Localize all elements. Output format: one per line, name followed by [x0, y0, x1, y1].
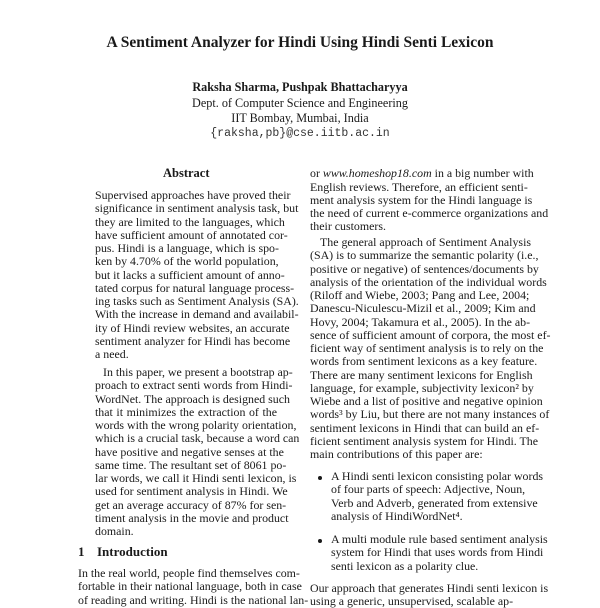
body-line: (SA) is to summarize the semantic polarity (i.e., [310, 248, 539, 263]
abstract-line: that it minimizes the extraction of the [95, 404, 277, 419]
abstract-line: lar words, we call it Hindi senti lexicon, is [95, 471, 297, 485]
abstract-line: WordNet. The approach is designed such [95, 391, 290, 406]
body-line: the need of current e-commerce organizations and [310, 206, 549, 220]
abstract-line: pus. Hindi is a language, which is spo- [95, 241, 279, 255]
bullet-item-line: Verb and Adverb, generated from extensive [331, 495, 538, 510]
right-column-first-line: or www.homeshop18.com in a big number with [310, 166, 534, 180]
abstract-line: have positive and negative senses at the [95, 444, 284, 459]
intro-line: In the real world, people find themselves com- [78, 566, 300, 580]
bullet-icon [318, 476, 322, 480]
bullet-item-line: A Hindi senti lexicon consisting polar words [331, 469, 544, 483]
body-line: sentiment lexicons in Hindi that can build an ef- [310, 420, 540, 435]
affiliation-dept: Dept. of Computer Science and Engineering [192, 96, 408, 110]
bullet-icon [318, 539, 322, 543]
section-number: 1 [78, 544, 85, 559]
abstract-line: Supervised approaches have proved their [95, 188, 291, 202]
abstract-line: tated corpus for natural language process- [95, 280, 295, 295]
abstract-line: ken by 4.70% of the world population, [95, 254, 279, 269]
body-line: ment analysis system for the Hindi language is [310, 192, 533, 207]
affiliation-institute: IIT Bombay, Mumbai, India [231, 111, 369, 125]
website-link-text: www.homeshop18.com [322, 166, 432, 180]
body-line: Hovy, 2004; Takamura et al., 2005). In the ab- [310, 314, 531, 329]
body-line: English reviews. Therefore, an efficient senti- [310, 179, 528, 194]
abstract-line: a need. [95, 347, 129, 361]
body-line: There are many sentiment lexicons for English [310, 367, 533, 382]
abstract-line: ity of Hindi review websites, an accurate [95, 320, 290, 335]
abstract-line: In this paper, we present a bootstrap ap- [103, 365, 293, 379]
bullet-item-line: system for Hindi that uses words from Hindi [331, 545, 544, 560]
paper-title: A Sentiment Analyzer for Hindi Using Hindi Senti Lexicon [106, 34, 494, 51]
authors: Raksha Sharma, Pushpak Bhattacharyya [192, 80, 408, 94]
body-line: Wiebe and a list of positive and negative opinion [310, 394, 543, 408]
body-line: Danescu-Niculescu-Mizil et al., 2009; Kim and [310, 301, 536, 316]
body-line: positive or negative) of sentences/documents by [310, 261, 539, 276]
body-line: words³ by Liu, but there are not many instances of [310, 407, 550, 422]
body-line: language, for example, subjectivity lexicon² by [310, 380, 534, 395]
body-line: using a generic, unsupervised, scalable ap- [310, 594, 514, 608]
bullet-item-line: A multi module rule based sentiment analysis [331, 532, 548, 546]
intro-line: fortable in their national language, both in case [78, 579, 302, 594]
abstract-line: used for sentiment analysis in Hindi. We [95, 484, 288, 499]
body-line: sence of sufficient amount of corpora, the most ef- [310, 327, 551, 342]
abstract-line: get an average accuracy of 87% for sen- [95, 497, 287, 512]
abstract-line: ing tasks such as Sentiment Analysis (SA). [95, 294, 299, 308]
bullet-item-line: senti lexicon as a polarity clue. [331, 558, 479, 573]
abstract-line: timent analysis in the movie and product [95, 510, 289, 525]
bullet-item-line: of four parts of speech: Adjective, Noun, [331, 482, 526, 497]
abstract-line: sentiment analyzer for Hindi has become [95, 333, 291, 348]
body-line: The general approach of Sentiment Analysis [320, 235, 531, 249]
body-line: words from sentiment lexicons as a key feature. [310, 354, 538, 369]
abstract-line: words with the wrong polarity orientation, [95, 418, 297, 432]
abstract-line: but it lacks a sufficient amount of anno- [95, 267, 285, 282]
bullet-item-line: analysis of HindiWordNet⁴. [331, 508, 463, 523]
abstract-heading: Abstract [163, 166, 210, 180]
abstract-line: proach to extract senti words from Hindi- [95, 378, 293, 393]
body-line: Our approach that generates Hindi senti lexicon is [310, 581, 549, 595]
body-line: main contributions of this paper are: [310, 447, 483, 461]
body-line: (Riloff and Wiebe, 2003; Pang and Lee, 2004; [310, 288, 530, 302]
body-line: ficient way of sentiment analysis is to rely on the [310, 341, 544, 355]
abstract-line: they are limited to the languages, which [95, 214, 285, 229]
abstract-line: which is a crucial task, because a word can [95, 431, 300, 446]
intro-line: of reading and writing. Hindi is the national lan- [78, 592, 309, 607]
body-line: analysis of the orientation of the individual words [310, 274, 547, 289]
abstract-line: domain. [95, 524, 134, 538]
author-email: {raksha,pb}@cse.iitb.ac.in [210, 127, 390, 140]
abstract-line: have sufficient amount of annotated cor- [95, 227, 288, 242]
abstract-line: significance in sentiment analysis task, but [95, 201, 299, 216]
abstract-line: With the increase in demand and availabil- [95, 307, 299, 322]
body-line: their customers. [310, 219, 386, 234]
abstract-line: same time. The resultant set of 8061 po- [95, 457, 287, 472]
section-title-introduction: Introduction [97, 544, 168, 559]
body-line: ficient sentiment analysis system for Hindi. The [310, 433, 538, 448]
